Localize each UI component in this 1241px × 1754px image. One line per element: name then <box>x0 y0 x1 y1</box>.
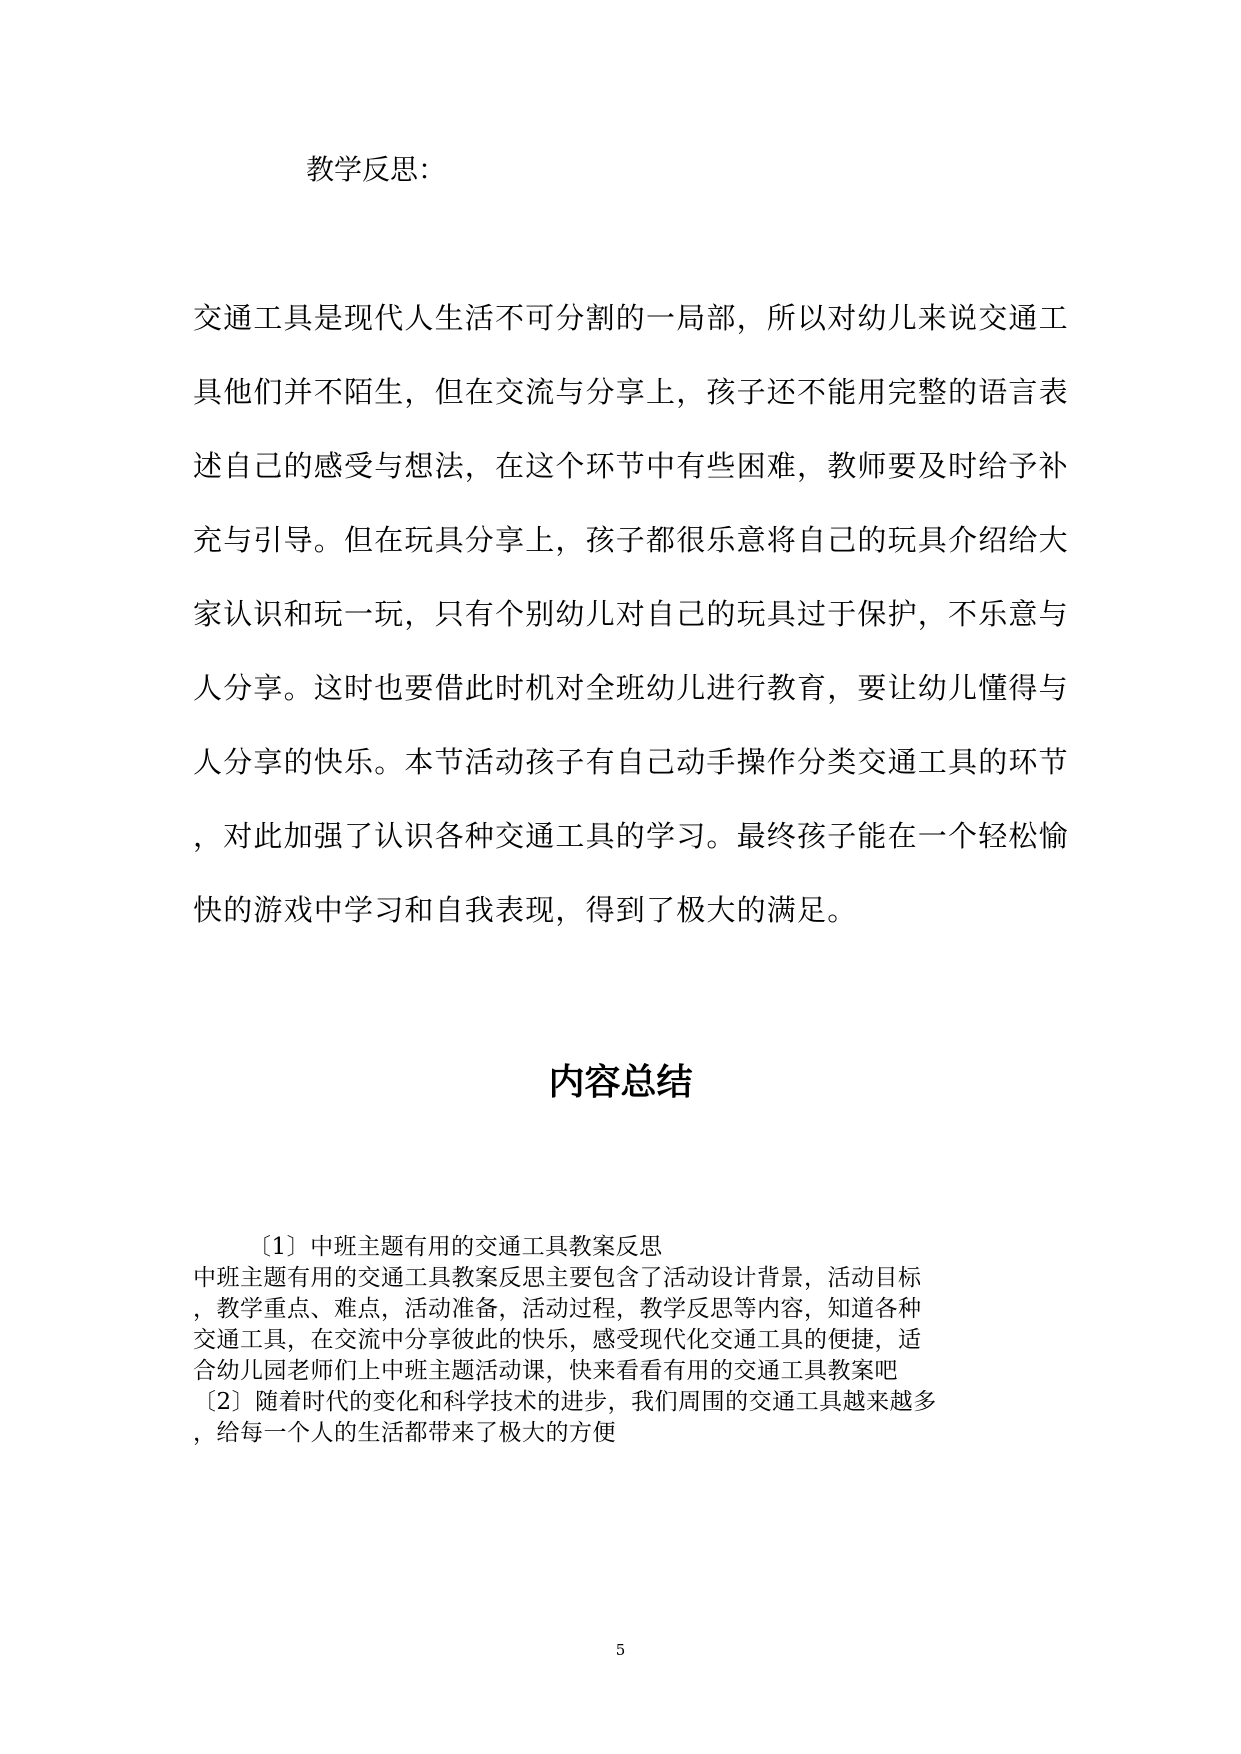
summary-line: 〔2〕随着时代的变化和科学技术的进步，我们周围的交通工具越来越多 <box>193 1389 937 1415</box>
summary-title: 内容总结 <box>548 1062 693 1103</box>
reflection-line: 人分享的快乐。本节活动孩子有自己动手操作分类交通工具的环节 <box>193 745 1069 779</box>
reflection-line: 家认识和玩一玩，只有个别幼儿对自己的玩具过于保护，不乐意与 <box>193 597 1069 631</box>
summary-line: ，给每一个人的生活都带来了极大的方便 <box>193 1420 616 1446</box>
reflection-line: 交通工具是现代人生活不可分割的一局部，所以对幼儿来说交通工 <box>193 301 1069 335</box>
summary-line: 〔1〕中班主题有用的交通工具教案反思 <box>248 1234 663 1260</box>
summary-line: 交通工具，在交流中分享彼此的快乐，感受现代化交通工具的便捷，适 <box>193 1327 922 1353</box>
reflection-line: 述自己的感受与想法，在这个环节中有些困难，教师要及时给予补 <box>193 449 1069 483</box>
reflection-line: ，对此加强了认识各种交通工具的学习。最终孩子能在一个轻松愉 <box>193 819 1069 853</box>
summary-line: 合幼儿园老师们上中班主题活动课，快来看看有用的交通工具教案吧 <box>193 1358 898 1384</box>
reflection-line: 充与引导。但在玩具分享上，孩子都很乐意将自己的玩具介绍给大 <box>193 523 1069 557</box>
page-number: 5 <box>615 1641 626 1659</box>
reflection-line: 具他们并不陌生，但在交流与分享上，孩子还不能用完整的语言表 <box>193 375 1069 409</box>
reflection-heading: 教学反思： <box>306 153 447 186</box>
reflection-line: 快的游戏中学习和自我表现，得到了极大的满足。 <box>193 893 858 927</box>
summary-line: 中班主题有用的交通工具教案反思主要包含了活动设计背景，活动目标 <box>193 1265 922 1291</box>
summary-line: ，教学重点、难点，活动准备，活动过程，教学反思等内容，知道各种 <box>193 1296 922 1322</box>
reflection-line: 人分享。这时也要借此时机对全班幼儿进行教育，要让幼儿懂得与 <box>193 671 1069 705</box>
